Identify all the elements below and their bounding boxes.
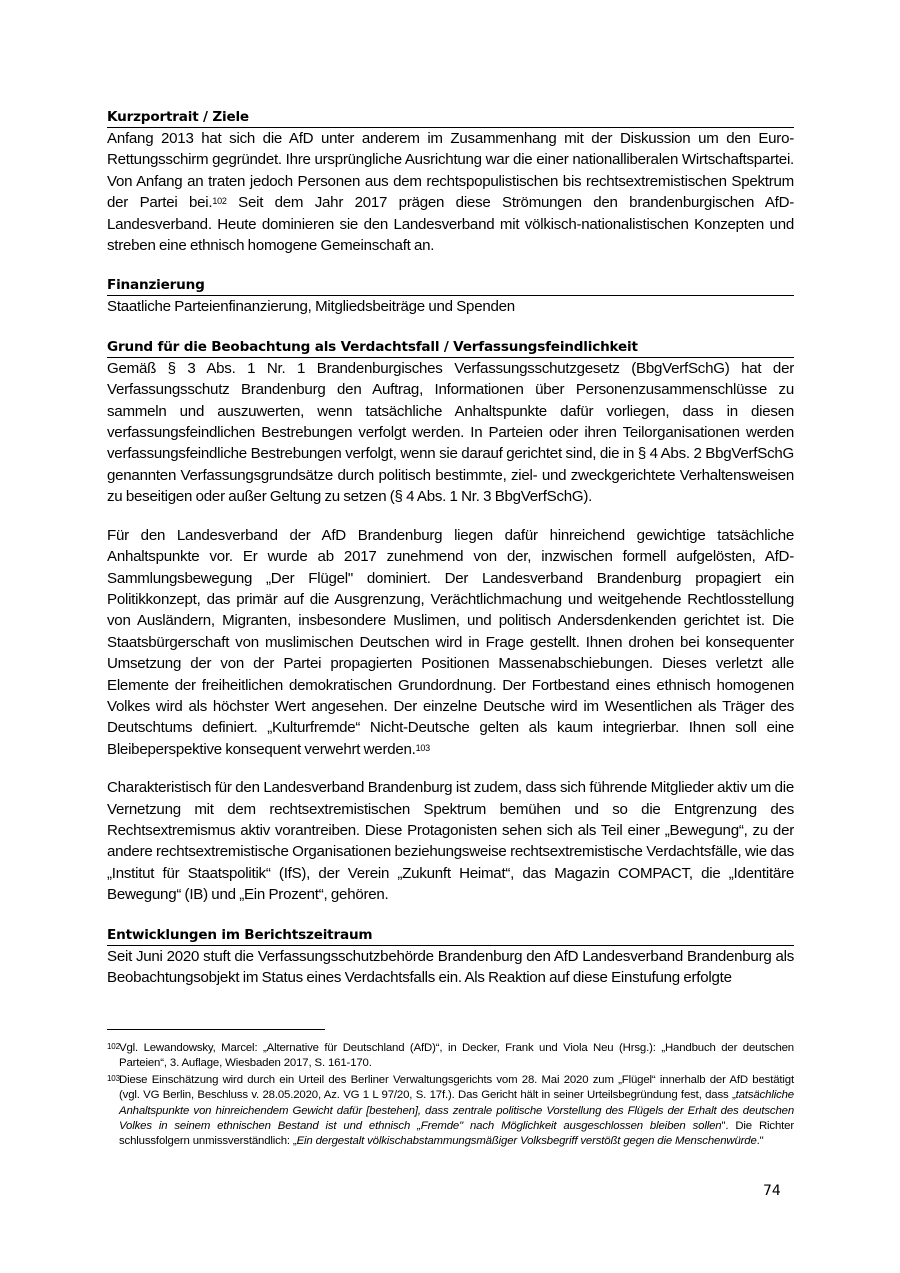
section-finanzierung — [107, 276, 794, 317]
paragraph: Gemäß § 3 Abs. 1 Nr. 1 Brandenburgisches Verfassungsschutzgesetz (BbgVerfSchG) hat der Verfassungsschutz Brandenburg den Auftrag, Informationen über Personenzusammenschlüsse zu sammeln und auszuwerten, wenn tatsächliche Anhaltspunkte dafür vorliegen, dass in diesen verfassungsfeindlichen Bestrebungen verfolgt werden. In Parteien oder ihren Teilorganisationen werden verfassungsfeindliche Bestrebungen verfolgt, wenn sie darauf gerichtet sind, die in § 4 Abs. 2 BbgVerfSchG genannten Verfassungsgrundsätze durch politisch bestimmte, ziel- und zweckgerichtete Verhaltensweisen zu beseitigen oder außer Geltung zu setzen (§ 4 Abs. 1 Nr. 3 BbgVerfSchG). — [107, 359, 794, 506]
footnote-102 — [107, 1041, 794, 1072]
footnote-divider — [107, 1029, 325, 1030]
footnote-text: Diese Einschätzung wird durch ein Urteil des Berliner Verwaltungsgerichts vom 28. Mai 2020 zum „Flügel“ innerhalb der AfD bestätigt (vgl. VG Berlin, Beschluss v. 28.05.2020, Az. VG 1 L 97/20, S. 17f.). Das Gericht hält in seiner Urteilsbegründung fest, dass „ — [119, 1073, 794, 1102]
footnote-text: ". Die Richter schlussfolgern unmissverständlich: „ — [119, 1120, 795, 1148]
paragraph: Seit Juni 2020 stuft die Verfassungsschutzbehörde Brandenburg den AfD Landesverband Brandenburg als Beobachtungsobjekt im Status eines Verdachtsfalls ein. Als Reaktion auf diese Einstufung erfolgte — [107, 947, 794, 986]
paragraph-text: Seit dem Jahr 2017 prägen diese Strömungen den brandenburgischen AfD-Landesverband. Heute dominieren sie den Landesverband mit völkisch-nationalistischen Konzepten und streben eine ethnisch homogene Gemeinschaft an. — [107, 194, 795, 255]
paragraph: Staatliche Parteienfinanzierung, Mitgliedsbeiträge und Spenden — [107, 298, 515, 316]
footnote-number: 102 — [107, 1042, 120, 1051]
paragraph-text: Anfang 2013 hat sich die AfD unter anderem im Zusammenhang mit der Diskussion um den Euro-Rettungsschirm gegründet. Ihre ursprüngliche Ausrichtung war die einer nationalliberalen Wirtschaftspartei. Von Anfang an traten jedoch Personen aus dem rechtspopulistischen bis rechtsextremistischen Spektrum der Partei bei. — [107, 130, 794, 212]
paragraph — [107, 525, 794, 760]
footnote-text: ." — [756, 1135, 764, 1148]
paragraph-text: Für den Landesverband der AfD Brandenburg liegen dafür hinreichend gewichtige tatsächliche Anhaltspunkte vor. Er wurde ab 2017 zunehmend von der, inzwischen formell aufgelösten, AfD-Sammlungsbewegung „Der Flügel" dominiert. Der Landesverband Brandenburg propagiert ein Politikkonzept, das primär auf die Ausgrenzung, Verächtlichmachung und weitgehende Rechtlosstellung von Ausländern, Migranten, insbesondere Muslimen, und politisch Andersdenkenden gerichtet ist. Die Staatsbürgerschaft von muslimischen Deutschen wird in Frage gestellt. Ihnen drohen bei konsequenter Umsetzung der von der Partei propagierten Positionen Massenabschiebungen. Dieses verletzt alle Elemente der freiheitlichen demokratischen Grundordnung. Der Fortbestand eines ethnisch homogenen Volkes wird als höchster Wert angesehen. Der einzelne Deutsche wird im Wesentlichen als Träger des Deutschtums definiert. „Kulturfremde“ Nicht-Deutsche gelten als kaum integrierbar. Ihnen soll eine Bleibeperspektive konsequent verwehrt werden. — [107, 526, 794, 758]
paragraph — [107, 128, 794, 256]
footnote-number: 103 — [107, 1073, 120, 1083]
footnote-ref[interactable]: 102 — [212, 196, 227, 207]
main-column — [107, 108, 794, 988]
section-entwicklungen — [107, 926, 794, 989]
section-heading: Kurzportrait / Ziele — [107, 108, 794, 128]
section-kurzportrait — [107, 108, 794, 256]
footnote-quote: tatsächliche Anhaltspunkte von hinreichendem Gewicht dafür [bestehen], dass zentrale politische Vorstellung des Flügels der Erhalt des deutschen Volkes in seinem ethnischen Bestand ist und ethnisch „Fremde" nach Möglichkeit ausgeschlossen bleiben sollen — [119, 1089, 794, 1133]
section-grund-beobachtung — [107, 338, 794, 906]
page-number: 74 — [763, 1183, 781, 1199]
paragraph: Charakteristisch für den Landesverband Brandenburg ist zudem, dass sich führende Mitglieder aktiv um die Vernetzung mit dem rechtsextremistischen Spektrum bemühen und so die Entgrenzung des Rechtsextremismus aktiv vorantreiben. Diese Protagonisten sehen sich als Teil einer „Bewegung“, zu der andere rechtsextremistische Organisationen beziehungsweise rechtsextremistische Verdachtsfälle, wie das „Institut für Staatspolitik“ (IfS), der Verein „Zukunft Heimat“, das Magazin COMPACT, die „Identitäre Bewegung“ (IB) und „Ein Prozent“, gehören. — [107, 779, 794, 904]
section-heading: Finanzierung — [107, 276, 794, 296]
footnotes — [107, 1041, 794, 1151]
footnote-quote: Ein dergestalt völkischabstammungsmäßiger Volksbegriff verstößt gegen die Menschenwürde — [296, 1135, 757, 1148]
footnote-103 — [107, 1073, 794, 1150]
footnote-ref[interactable]: 103 — [415, 742, 430, 753]
section-heading: Grund für die Beobachtung als Verdachtsfall / Verfassungsfeindlichkeit — [107, 338, 794, 358]
section-heading: Entwicklungen im Berichtszeitraum — [107, 926, 794, 946]
footnote-text: Vgl. Lewandowsky, Marcel: „Alternative für Deutschland (AfD)“, in Decker, Frank und Viola Neu (Hrsg.): „Handbuch der deutschen Parteien“, 3. Auflage, Wiesbaden 2017, S. 161-170. — [119, 1042, 794, 1070]
